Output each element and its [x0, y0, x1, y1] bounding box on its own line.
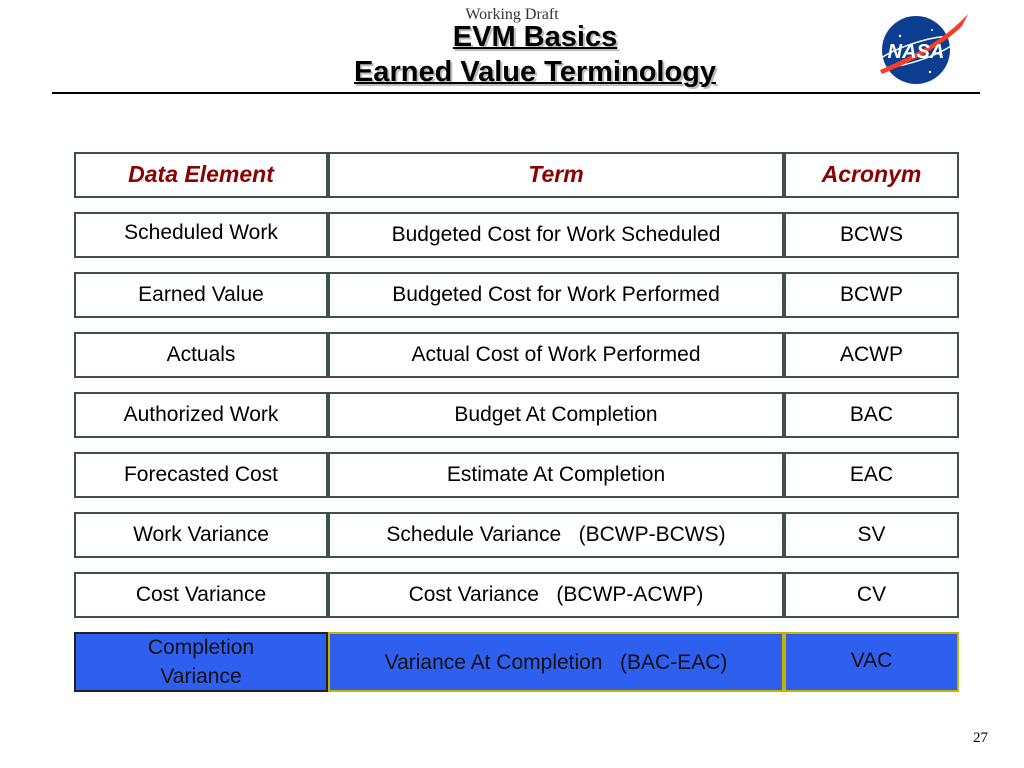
term-cell: Budgeted Cost for Work Performed — [328, 272, 784, 318]
term-cell: Budgeted Cost for Work Scheduled — [328, 212, 784, 258]
data-element-cell: Work Variance — [74, 512, 328, 558]
data-element-cell: Actuals — [74, 332, 328, 378]
column-header-acronym: Acronym — [784, 152, 959, 198]
acronym-cell: BCWP — [784, 272, 959, 318]
acronym-cell: VAC — [784, 632, 959, 692]
term-cell: Schedule Variance (BCWP-BCWS) — [328, 512, 784, 558]
term-cell: Estimate At Completion — [328, 452, 784, 498]
svg-text:NASA: NASA — [887, 41, 945, 63]
acronym-cell: BAC — [784, 392, 959, 438]
column-header-term: Term — [328, 152, 784, 198]
acronym-cell: CV — [784, 572, 959, 618]
column-header-data-element: Data Element — [74, 152, 328, 198]
data-element-cell: Earned Value — [74, 272, 328, 318]
title-line-2: Earned Value Terminology — [353, 56, 717, 88]
term-cell: Cost Variance (BCWP-ACWP) — [328, 572, 784, 618]
data-element-cell: Scheduled Work — [74, 212, 328, 258]
term-cell: Budget At Completion — [328, 392, 784, 438]
acronym-cell: BCWS — [784, 212, 959, 258]
acronym-cell: EAC — [784, 452, 959, 498]
data-element-cell: Cost Variance — [74, 572, 328, 618]
page-number: 27 — [973, 730, 988, 746]
watermark-text: Working Draft — [465, 6, 559, 23]
acronym-cell: SV — [784, 512, 959, 558]
data-element-cell: Completion Variance — [74, 632, 328, 692]
term-cell: Variance At Completion (BAC-EAC) — [328, 632, 784, 692]
data-element-cell: Forecasted Cost — [74, 452, 328, 498]
page-title — [0, 20, 1024, 90]
title-line-1: EVM Basics — [452, 21, 618, 53]
data-element-cell: Authorized Work — [74, 392, 328, 438]
acronym-cell: ACWP — [784, 332, 959, 378]
title-rule — [52, 92, 980, 94]
term-cell: Actual Cost of Work Performed — [328, 332, 784, 378]
